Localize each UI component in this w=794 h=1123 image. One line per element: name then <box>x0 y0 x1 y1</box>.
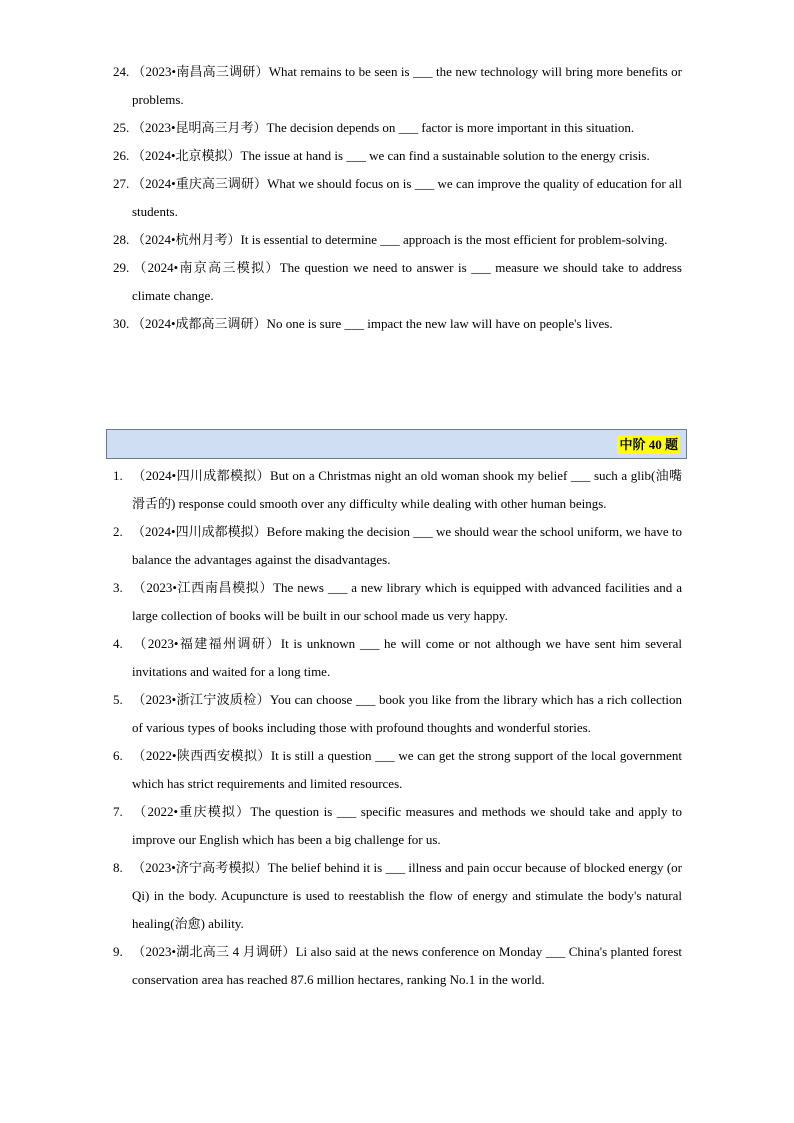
question-text: （2024•南京高三模拟）The question we need to answer is ___ measure we should take to address climate change. <box>132 260 682 303</box>
question-item <box>113 798 682 854</box>
question-item <box>113 226 682 254</box>
question-number: 30. <box>113 316 130 331</box>
question-text: （2024•杭州月考）It is essential to determine ___ approach is the most efficient for problem-solving. <box>132 232 668 247</box>
question-text: （2023•济宁高考模拟）The belief behind it is ___ illness and pain occur because of blocked energy (or Qi) in the body. Acupuncture is used to reestablish the flow of energy and stimulate the body's natural healing(治愈) ability. <box>132 860 682 931</box>
question-text: （2023•南昌高三调研）What remains to be seen is ___ the new technology will bring more benefits or problems. <box>132 64 682 107</box>
question-item <box>113 686 682 742</box>
question-text: （2023•江西南昌模拟）The news ___ a new library which is equipped with advanced facilities and a large collection of books will be built in our school made us very happy. <box>132 580 682 623</box>
question-item <box>113 254 682 310</box>
question-item <box>113 742 682 798</box>
question-list-intermediate <box>113 462 682 994</box>
question-number: 29. <box>113 260 130 275</box>
question-number: 25. <box>113 120 130 135</box>
section-level-label: 中阶 40 题 <box>619 437 678 452</box>
question-text: （2023•湖北高三 4 月调研）Li also said at the news conference on Monday ___ China's planted forest conservation area has reached 87.6 million hectares, ranking No.1 in the world. <box>132 944 682 987</box>
question-number: 2. <box>113 524 123 539</box>
question-text: （2023•福建福州调研）It is unknown ___ he will come or not although we have sent him several invitations and waited for a long time. <box>132 636 682 679</box>
question-number: 6. <box>113 748 123 763</box>
question-number: 1. <box>113 468 123 483</box>
question-text: （2024•重庆高三调研）What we should focus on is ___ we can improve the quality of education for all students. <box>132 176 682 219</box>
question-item <box>113 310 682 338</box>
question-item <box>113 142 682 170</box>
question-text: （2023•昆明高三月考）The decision depends on ___ factor is more important in this situation. <box>132 120 635 135</box>
question-number: 9. <box>113 944 123 959</box>
question-item <box>113 462 682 518</box>
question-number: 28. <box>113 232 130 247</box>
question-number: 8. <box>113 860 123 875</box>
section-header-banner <box>106 429 687 459</box>
question-item <box>113 114 682 142</box>
question-item <box>113 854 682 938</box>
question-item <box>113 938 682 994</box>
question-number: 7. <box>113 804 123 819</box>
question-number: 24. <box>113 64 130 79</box>
question-number: 5. <box>113 692 123 707</box>
question-item <box>113 518 682 574</box>
question-number: 4. <box>113 636 123 651</box>
question-text: （2023•浙江宁波质检）You can choose ___ book you like from the library which has a rich collection of various types of books including those with profound thoughts and wonderful stories. <box>132 692 682 735</box>
question-item <box>113 574 682 630</box>
question-number: 3. <box>113 580 123 595</box>
question-text: （2024•四川成都模拟）But on a Christmas night an old woman shook my belief ___ such a glib(油嘴滑舌的) response could smooth over any difficulty while dealing with other human beings. <box>132 468 682 511</box>
question-text: （2024•北京模拟）The issue at hand is ___ we can find a sustainable solution to the energy crisis. <box>132 148 650 163</box>
question-text: （2022•陕西西安模拟）It is still a question ___ we can get the strong support of the local government which has strict requirements and limited resources. <box>132 748 682 791</box>
question-item <box>113 170 682 226</box>
question-number: 26. <box>113 148 130 163</box>
question-text: （2024•成都高三调研）No one is sure ___ impact the new law will have on people's lives. <box>132 316 613 331</box>
question-text: （2024•四川成都模拟）Before making the decision ___ we should wear the school uniform, we have to balance the advantages against the disadvantages. <box>132 524 682 567</box>
question-number: 27. <box>113 176 130 191</box>
question-text: （2022•重庆模拟）The question is ___ specific measures and methods we should take and apply to improve our English which has been a big challenge for us. <box>132 804 682 847</box>
question-item <box>113 58 682 114</box>
question-item <box>113 630 682 686</box>
question-list-continued <box>113 58 682 338</box>
